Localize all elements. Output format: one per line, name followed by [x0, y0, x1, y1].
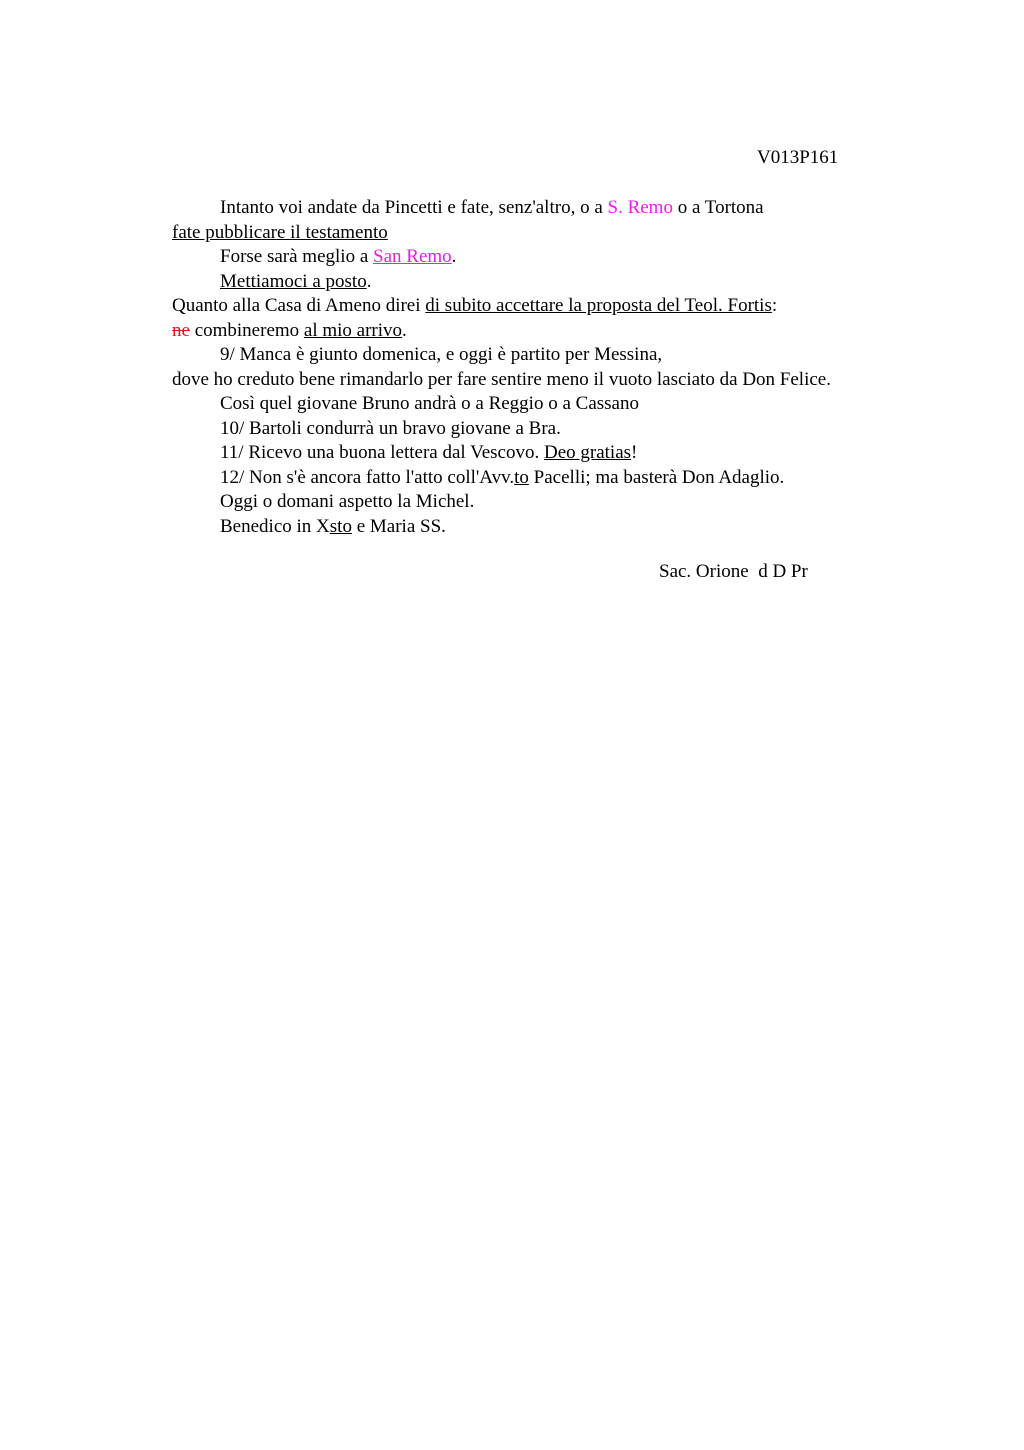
text-line	[172, 392, 902, 417]
text-span: 10/ Bartoli condurrà un bravo giovane a Bra.	[220, 417, 561, 439]
underlined-text: Mettiamoci a posto	[220, 270, 367, 292]
text-line	[172, 270, 902, 295]
text-line	[172, 368, 902, 393]
text-span: .	[366, 270, 372, 292]
text-span: Intanto voi andate da Pincetti e fate, senz'altro, o a	[220, 197, 608, 218]
underlined-text: sto	[329, 515, 352, 537]
text-span: combineremo	[189, 319, 304, 341]
letter-body	[172, 196, 902, 539]
text-span: !	[631, 442, 638, 463]
text-span: :	[771, 295, 778, 316]
text-span: Benedico in X	[220, 515, 330, 537]
text-line	[172, 466, 902, 491]
text-line	[172, 441, 902, 466]
text-span: e Maria SS.	[351, 515, 446, 537]
text-line	[172, 221, 902, 246]
text-span: Forse sarà meglio a	[220, 246, 374, 267]
text-line	[172, 196, 902, 221]
text-span: .	[451, 246, 457, 267]
text-line	[172, 515, 902, 540]
place-name-highlight: S. Remo	[607, 197, 673, 218]
underlined-text: fate pubblicare il testamento	[172, 221, 388, 243]
text-span: Così quel giovane Bruno andrà o a Reggio o a Cassano	[220, 393, 639, 414]
text-line	[172, 319, 902, 344]
text-span: o a Tortona	[672, 197, 764, 218]
text-line	[172, 245, 902, 270]
underlined-text: di subito accettare la proposta del Teol. Fortis	[425, 295, 772, 316]
text-span: Quanto alla Casa di Ameno direi	[172, 295, 426, 316]
text-line	[172, 417, 902, 442]
text-line	[172, 294, 902, 319]
place-name-highlight: San Remo	[373, 246, 452, 267]
text-span: 12/ Non s'è ancora fatto l'atto coll'Avv.	[220, 466, 515, 488]
text-span: .	[402, 319, 407, 341]
deleted-text: ne	[172, 319, 190, 341]
text-span: 9/ Manca è giunto domenica, e oggi è partito per Messina,	[220, 344, 663, 365]
underlined-text: al mio arrivo	[303, 319, 403, 341]
page-id: V013P161	[757, 147, 839, 168]
text-line	[172, 343, 902, 368]
text-line	[172, 490, 902, 515]
underlined-text: Deo gratias	[543, 442, 632, 463]
text-span: dove ho creduto bene rimandarlo per fare sentire meno il vuoto lasciato da Don Felice.	[172, 368, 831, 390]
underlined-text: to	[514, 466, 529, 488]
text-span: Oggi o domani aspetto la Michel.	[220, 491, 475, 512]
signature: Sac. Orione d D Pr	[659, 561, 808, 582]
text-span: 11/ Ricevo una buona lettera dal Vescovo.	[220, 442, 544, 463]
text-span: Pacelli; ma basterà Don Adaglio.	[528, 466, 785, 488]
